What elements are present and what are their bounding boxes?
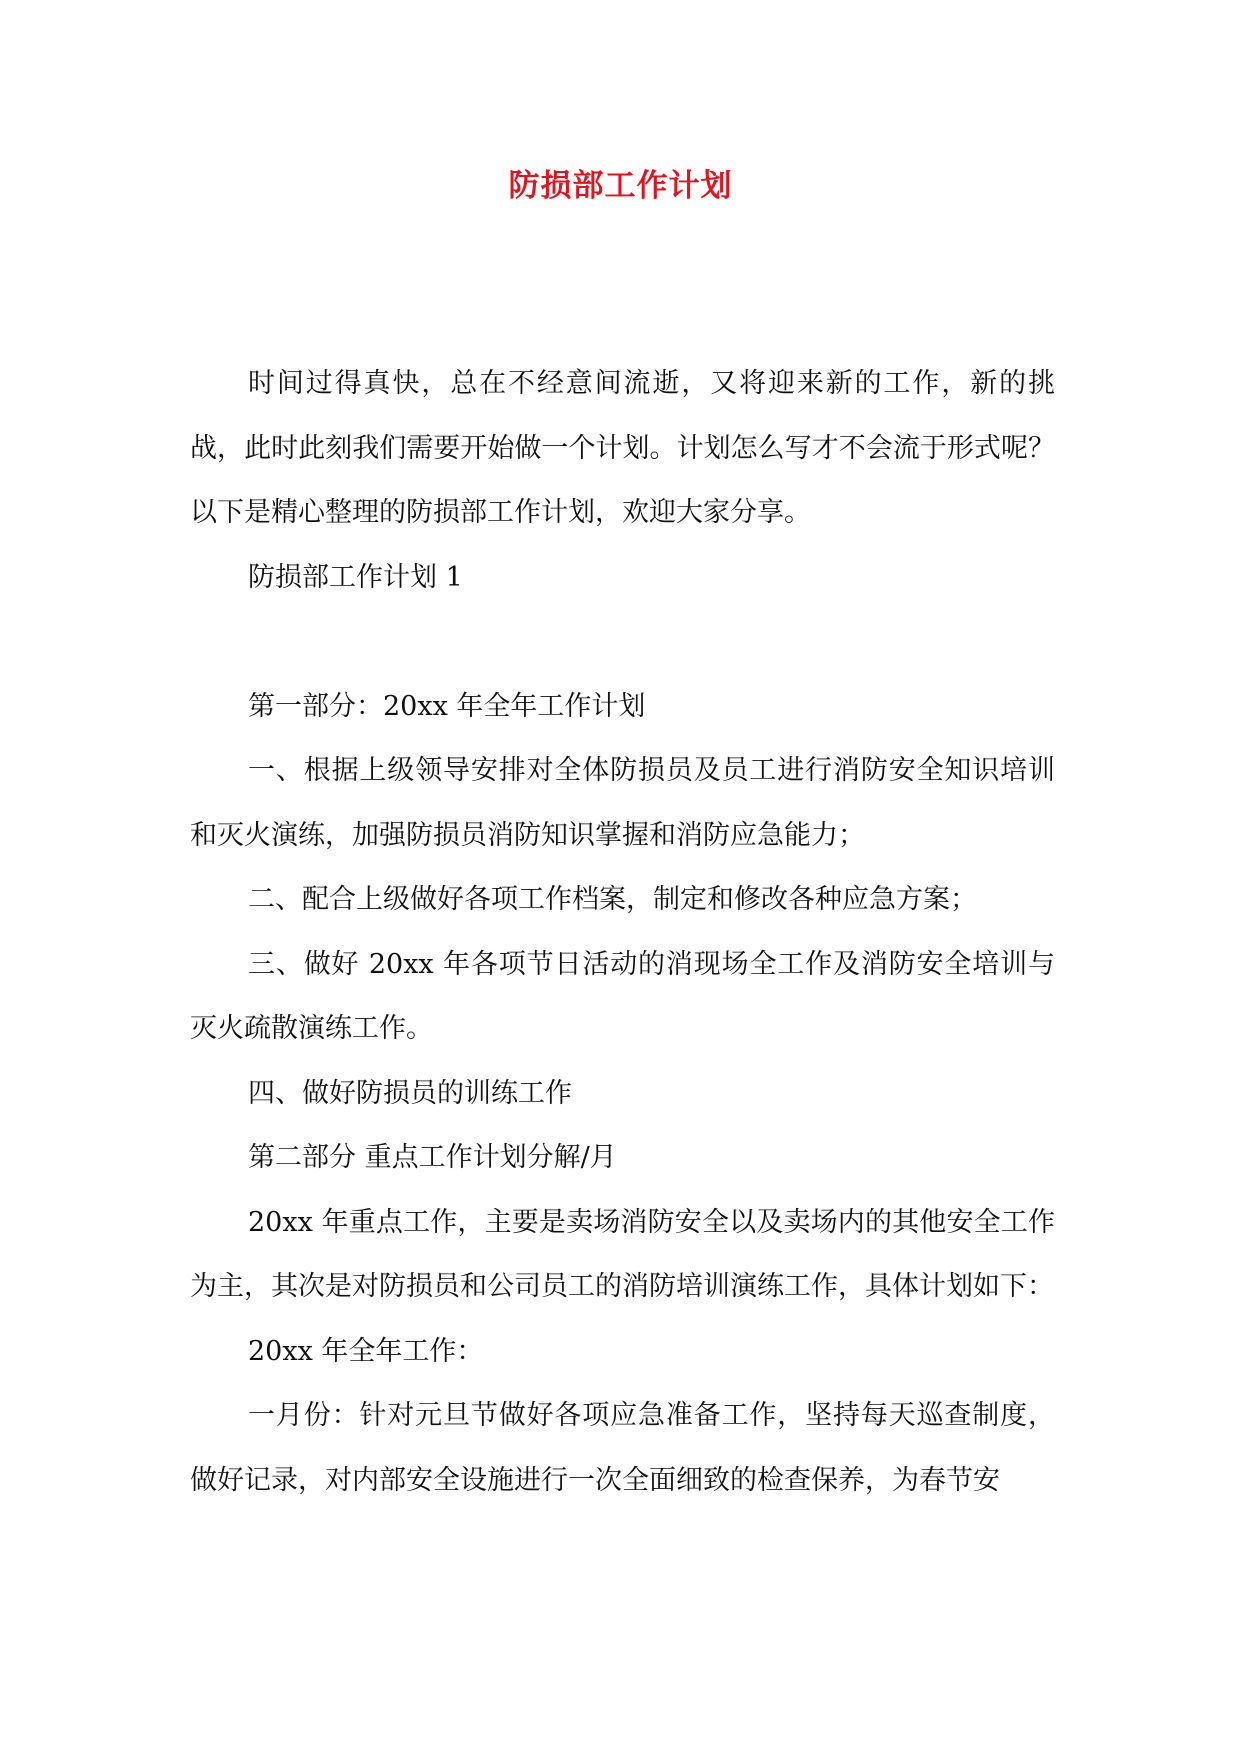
section-heading-plan-1: 防损部工作计划 1 bbox=[248, 561, 463, 593]
intro-paragraph: 时间过得真快，总在不经意间流逝，又将迎来新的工作，新的挑战，此时此刻我们需要开始做一个计划。计划怎么写才不会流于形式呢？以下是精心整理的防损部工作计划，欢迎大家分享。 bbox=[190, 368, 1055, 528]
blank-line bbox=[190, 610, 1055, 675]
key-work-paragraph: 20xx 年重点工作，主要是卖场消防安全以及卖场内的其他安全工作为主，其次是对防损员和公司员工的消防培训演练工作，具体计划如下： bbox=[190, 1206, 1055, 1302]
item-one-paragraph: 一、根据上级领导安排对全体防损员及员工进行消防安全知识培训和灭火演练，加强防损员消防知识掌握和消防应急能力； bbox=[190, 755, 1055, 851]
part-two-heading: 第二部分 重点工作计划分解/月 bbox=[248, 1142, 617, 1173]
item-two-paragraph: 二、配合上级做好各项工作档案，制定和修改各种应急方案； bbox=[248, 884, 977, 915]
document-body bbox=[190, 352, 1055, 1513]
january-paragraph: 一月份：针对元旦节做好各项应急准备工作，坚持每天巡查制度，做好记录，对内部安全设施进行一次全面细致的检查保养，为春节安 bbox=[190, 1400, 1055, 1496]
item-four-paragraph: 四、做好防损员的训练工作 bbox=[248, 1077, 572, 1109]
annual-work-heading: 20xx 年全年工作： bbox=[248, 1335, 484, 1367]
part-one-heading: 第一部分：20xx 年全年工作计划 bbox=[248, 690, 646, 722]
item-three-paragraph: 三、做好 20xx 年各项节日活动的消现场全工作及消防安全培训与灭火疏散演练工作。 bbox=[190, 948, 1055, 1044]
document-title: 防损部工作计划 bbox=[508, 168, 733, 204]
